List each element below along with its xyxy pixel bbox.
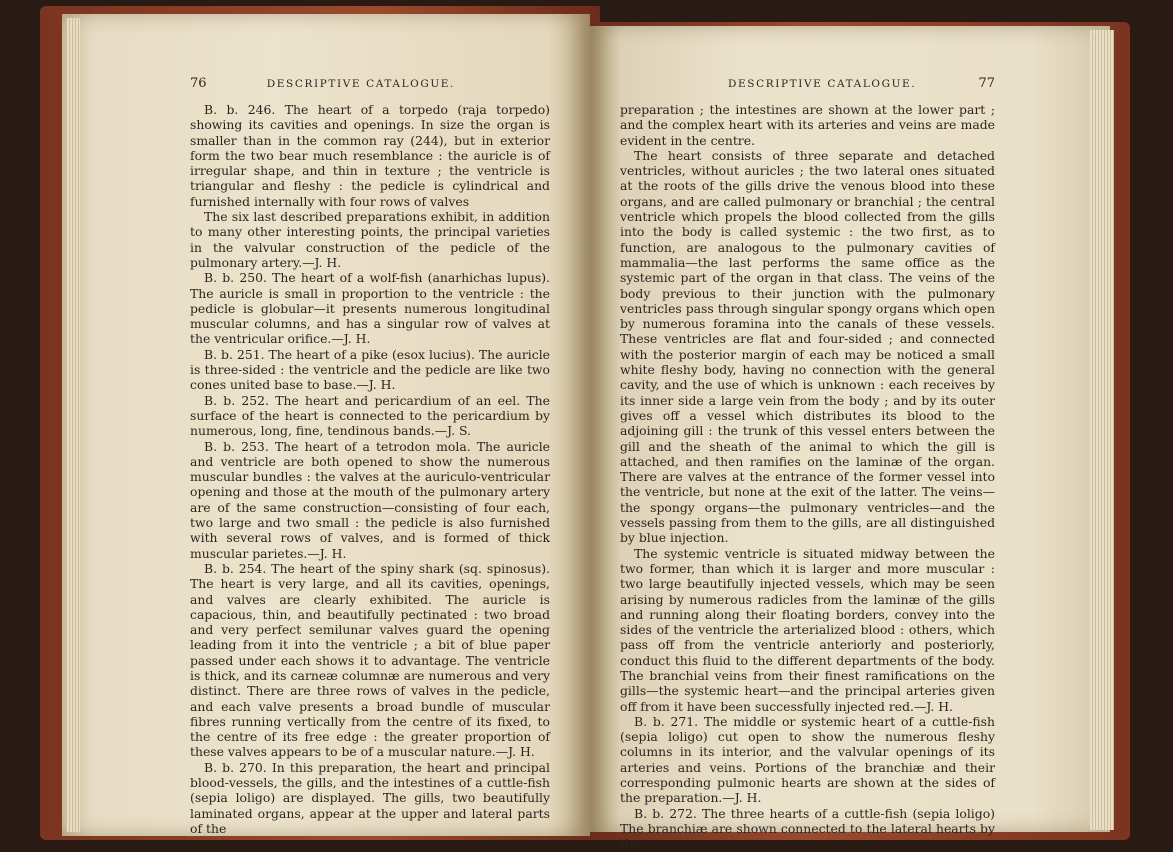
paragraph: The heart consists of three separate and detached ventricles, without auricles ; the two lateral ones situated at the roots of the gills drive the venous blood into these organs, and are called pulmonary or branchial ; the central ventricle which propels the blood collected from the gills into the body is called systemic : the two first, as to function, are analogous to the pulmonary cavities of mammalia—the last performs the same office as the systemic part of the organ in that class. The veins of the body previous to their junction with the pulmonary ventricles pass through singular spongy organs which open by numerous foramina into the canals of these vessels. These ventricles are flat and four-sided ; and connected with the posterior margin of each may be noticed a small white fleshy body, having no connection with the general cavity, and the use of which is unknown : each receives by its inner side a large vein from the body ; and by its outer gives off a vessel which distributes its blood to the adjoining gill : the trunk of this vessel enters between the gill and the sheath of the animal to which the gill is attached, and then ramifies on the laminæ of the organ. There are valves at the entrance of the former vessel into the ventricle, but none at the exit of the latter. The veins—the spongy organs—the pulmonary ventricles—and the vessels passing from them to the gills, are all distinguished by blue injection. (620, 147, 995, 546)
left-page-text (190, 76, 550, 836)
paragraph: B. b. 250. The heart of a wolf-fish (anarhichas lupus). The auricle is small in proportion to the ventricle : the pedicle is globular—it presents numerous longitudinal muscular columns, and has a singular row of valves at the ventricular orifice.—J. H. (190, 270, 550, 347)
right-page-number: 77 (978, 76, 995, 91)
paragraph: B. b. 252. The heart and pericardium of an eel. The surface of the heart is connected to the pericardium by numerous, long, fine, tendinous bands.—J. S. (190, 392, 550, 439)
paragraph: The six last described preparations exhibit, in addition to many other interesting points, the principal varieties in the valvular construction of the pedicle of the pulmonary artery.—J. H. (190, 209, 550, 270)
paragraph: B. b. 253. The heart of a tetrodon mola. The auricle and ventricle are both opened to show the numerous muscular bundles : the valves at the auriculo-ventricular opening and those at the mouth of the pulmonary artery are of the same construction—consisting of four each, two large and two small : the pedicle is also furnished with several rows of valves, and is formed of thick muscular parietes.—J. H. (190, 438, 550, 561)
left-page-header (190, 76, 550, 102)
paragraph: B. b. 272. The three hearts of a cuttle-fish (sepia loligo) The branchiæ are shown connected to the lateral hearts by the (620, 805, 995, 852)
right-running-head: DESCRIPTIVE CATALOGUE. (728, 78, 917, 90)
right-page-text (620, 76, 995, 852)
paragraph: preparation ; the intestines are shown at the lower part ; and the complex heart with its arteries and veins are made evident in the centre. (620, 102, 995, 148)
paragraph: B. b. 270. In this preparation, the heart and principal blood-vessels, the gills, and the intestines of a cuttle-fish (sepia loligo) are displayed. The gills, two beautifully laminated organs, appear at the upper and lateral parts of the (190, 759, 550, 836)
paragraph: B. b. 254. The heart of the spiny shark (sq. spinosus). The heart is very large, and all its cavities, openings, and valves are clearly exhibited. The auricle is capacious, thin, and beautifully pectinated : two broad and very perfect semilunar valves guard the opening leading from it into the ventricle ; a bit of blue paper passed under each shows it to advantage. The ventricle is thick, and its carneæ columnæ are numerous and very distinct. There are three rows of valves in the pedicle, and each valve presents a broad bundle of muscular fibres running vertically from the centre of its fixed, to the centre of its free edge : the greater proportion of these valves appears to be of a muscular nature.—J. H. (190, 560, 550, 760)
right-page-edges (1090, 30, 1114, 830)
left-running-head: DESCRIPTIVE CATALOGUE. (266, 78, 455, 90)
paragraph: B. b. 271. The middle or systemic heart of a cuttle-fish (sepia loligo) cut open to show the numerous fleshy columns in its interior, and the valvular openings of its arteries and veins. Portions of the branchiæ and their corresponding pulmonic hearts are shown at the sides of the preparation.—J. H. (620, 713, 995, 806)
paragraph: B. b. 246. The heart of a torpedo (raja torpedo) showing its cavities and openings. In size the organ is smaller than in the common ray (244), but in exterior form the two bear much resemblance : the auricle is of irregular shape, and thin in texture ; the ventricle is triangular and fleshy : the pedicle is cylindrical and furnished internally with four rows of valves (190, 102, 550, 209)
right-page-header (620, 76, 995, 102)
left-page-number: 76 (190, 76, 207, 91)
left-page-edges (66, 18, 80, 832)
paragraph: The systemic ventricle is situated midway between the two former, than which it is larger and more muscular : two large beautifully injected vessels, which may be seen arising by numerous radicles from the laminæ of the gills and running along their floating borders, convey into the sides of the ventricle the arterialized blood : others, which pass off from the ventricle anteriorly and posteriorly, conduct this fluid to the different departments of the body. The branchial veins from their finest ramifications on the gills—the systemic heart—and the principal arteries given off from it have been successfully injected red.—J. H. (620, 545, 995, 714)
paragraph: B. b. 251. The heart of a pike (esox lucius). The auricle is three-sided : the ventricle and the pedicle are like two cones united base to base.—J. H. (190, 346, 550, 393)
